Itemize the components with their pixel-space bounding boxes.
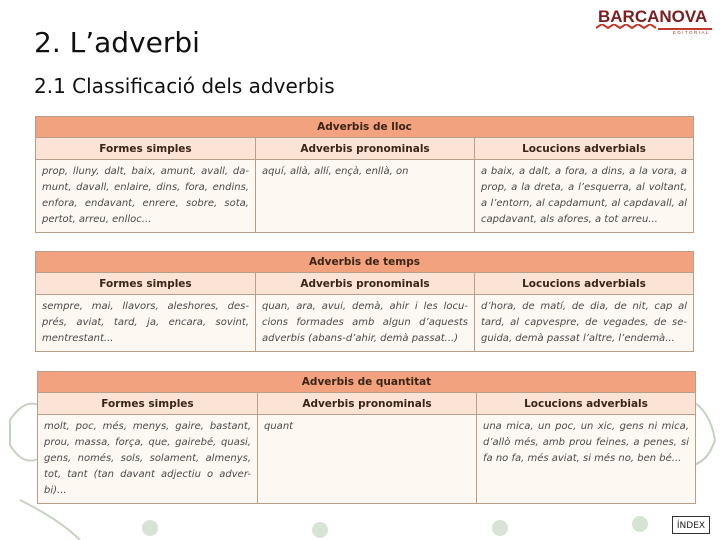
table-row [36, 160, 694, 233]
column-header: Locucions adverbials [475, 273, 694, 295]
column-header: Formes simples [38, 393, 258, 415]
decor-clover-3 [492, 520, 508, 536]
column-header: Adverbis pronominals [256, 138, 475, 160]
table-cell: molt, poc, més, menys, gaire, bastant, prou, massa, força, que, gairebé, quasi, gens, només, sols, solament, almenys, tot, tant (tan davant adjectiu o adver-bi)... [38, 415, 258, 504]
table-cell: quan, ara, avui, demà, ahir i les locu-cions formades amb algun d’aquests adverbis (abans-d’ahir, demà passat...) [256, 295, 475, 352]
column-header: Locucions adverbials [477, 393, 696, 415]
table-cell: quant [258, 415, 477, 504]
table-row [38, 415, 696, 504]
decor-clover-4 [632, 516, 648, 532]
index-button[interactable]: ÍNDEX [672, 516, 710, 534]
decor-clover-2 [312, 522, 328, 538]
decor-clover-1 [142, 520, 158, 536]
column-header: Formes simples [36, 138, 256, 160]
table-cell: prop, lluny, dalt, baix, amunt, avall, da-munt, davall, enlaire, dins, fora, endins, enfora, endavant, enrere, sobre, sota, pertot, arreu, enlloc... [36, 160, 256, 233]
logo-wordmark: BARCANOVA [598, 7, 708, 26]
barcanova-logo [596, 6, 714, 40]
table-cell: sempre, mai, llavors, aleshores, des-prés, aviat, tard, ja, encara, sovint, mentrestant... [36, 295, 256, 352]
table-cell: a baix, a dalt, a fora, a dins, a la vora, a prop, a la dreta, a l’esquerra, al voltant, a l’entorn, al capdamunt, al capdavall, al capdavant, als afores, a tot arreu... [475, 160, 694, 233]
column-header: Adverbis pronominals [256, 273, 475, 295]
table-cell: aquí, allà, allí, ençà, enllà, on [256, 160, 475, 233]
slide-title: 2. L’adverbi [34, 26, 200, 59]
column-header: Formes simples [36, 273, 256, 295]
slide-subtitle: 2.1 Classificació dels adverbis [34, 74, 335, 98]
table-adverbis-quantitat [37, 371, 696, 504]
table-cell: una mica, un poc, un xic, gens ni mica, d’allò més, amb prou feines, a penes, si fa no fa, més aviat, si més no, ben bé... [477, 415, 696, 504]
column-header: Adverbis pronominals [258, 393, 477, 415]
table-caption: Adverbis de lloc [36, 117, 694, 138]
table-row [36, 295, 694, 352]
table-adverbis-lloc [35, 116, 694, 233]
logo-tagline: EDITORIAL [672, 30, 710, 35]
table-adverbis-temps [35, 251, 694, 352]
table-caption: Adverbis de quantitat [38, 372, 696, 393]
column-header: Locucions adverbials [475, 138, 694, 160]
table-cell: d’hora, de matí, de dia, de nit, cap al tard, al capvespre, de vegades, de se-guida, demà passat l’altre, l’endemà... [475, 295, 694, 352]
table-caption: Adverbis de temps [36, 252, 694, 273]
